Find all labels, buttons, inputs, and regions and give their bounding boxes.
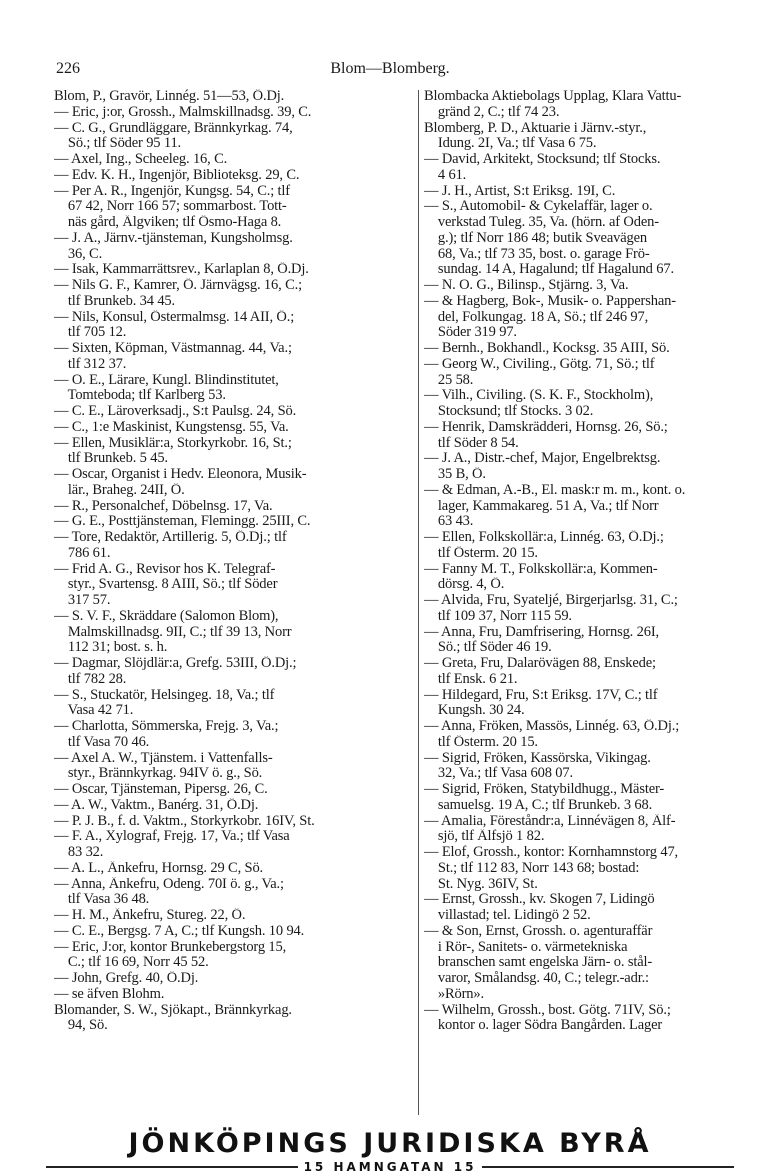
directory-line: tlf Brunkeb. 5 45. [54, 451, 168, 467]
directory-line: — Eric, J:or, kontor Brunkebergstorg 15, [54, 939, 287, 955]
directory-line: — Tore, Redaktör, Artillerig. 5, Ö.Dj.; tlf [54, 530, 287, 545]
directory-line: Söder 319 97. [424, 325, 517, 341]
directory-line: — Edv. K. H., Ingenjör, Biblioteksg. 29, C. [54, 167, 300, 183]
directory-line: dörsg. 4, Ö. [424, 577, 505, 593]
directory-line: — C. G., Grundläggare, Brännkyrkag. 74, [54, 120, 293, 136]
directory-line: — N. O. G., Bilinsp., Stjärng. 3, Va. [424, 278, 629, 293]
directory-line: 32, Va.; tlf Vasa 608 07. [424, 766, 573, 782]
directory-line: Sö.; tlf Söder 46 19. [424, 640, 552, 656]
directory-line: — Axel A. W., Tjänstem. i Vattenfalls- [54, 750, 273, 766]
directory-line: tlf Österm. 20 15. [424, 734, 538, 750]
directory-line: — Dagmar, Slöjdlär:a, Grefg. 53III, Ö.Dj.; [54, 656, 297, 671]
directory-line: 786 61. [54, 545, 111, 561]
directory-line: — Axel, Ing., Scheeleg. 16, C. [54, 152, 228, 167]
directory-line: 4 61. [424, 167, 467, 183]
directory-line: — Anna, Fröken, Massös, Linnég. 63, Ö.Dj.; [424, 719, 680, 734]
directory-line: — Amalia, Föreståndr:a, Linnévägen 8, Älf- [424, 813, 676, 829]
directory-line: 35 B, Ö. [424, 467, 486, 482]
footer-rule-right [482, 1166, 734, 1168]
left-column [54, 89, 416, 1034]
directory-line: 317 57. [54, 593, 111, 608]
directory-line: — Greta, Fru, Dalarövägen 88, Enskede; [424, 656, 656, 671]
footer-address: 15 HAMNGATAN 15 [303, 1160, 477, 1174]
directory-line: 68, Va.; tlf 73 35, bost. o. garage Frö- [424, 246, 650, 262]
directory-line: St. Nyg. 36IV, St. [424, 876, 538, 892]
directory-line: — Nils, Konsul, Östermalmsg. 14 AII, Ö.; [54, 309, 295, 325]
directory-line: — S. V. F., Skräddare (Salomon Blom), [54, 608, 279, 624]
directory-line: 36, C. [54, 246, 103, 262]
directory-line: — Nils G. F., Kamrer, Ö. Järnvägsg. 16, C.; [54, 278, 302, 293]
directory-line: — Anna, Änkefru, Odeng. 70I ö. g., Va.; [54, 876, 284, 892]
directory-line: — J. A., Järnv.-tjänsteman, Kungsholmsg. [54, 230, 293, 246]
directory-line: 83 32. [54, 845, 104, 860]
directory-line: 25 58. [424, 372, 474, 388]
directory-line: — Ernst, Grossh., kv. Skogen 7, Lidingö [424, 892, 655, 908]
column-divider [418, 90, 419, 1115]
directory-line: C.; tlf 16 69, Norr 45 52. [54, 955, 209, 971]
directory-line: — Wilhelm, Grossh., bost. Götg. 71IV, Sö.; [424, 1002, 671, 1018]
directory-line: Malmskillnadsg. 9II, C.; tlf 39 13, Norr [54, 624, 292, 640]
directory-line: — P. J. B., f. d. Vaktm., Storkyrkobr. 16IV, St. [54, 813, 315, 829]
directory-line: — C. E., Läroverksadj., S:t Paulsg. 24, Sö. [54, 404, 297, 419]
directory-line: — H. M., Änkefru, Stureg. 22, Ö. [54, 908, 246, 923]
directory-line: Blomander, S. W., Sjökapt., Brännkyrkag. [54, 1002, 292, 1018]
directory-line: — Henrik, Damskrädderi, Hornsg. 26, Sö.; [424, 419, 668, 435]
directory-line: kontor o. lager Södra Bangården. Lager [424, 1018, 663, 1034]
directory-line: lager, Kammakareg. 51 A, Va.; tlf Norr [424, 498, 659, 514]
page-header [0, 60, 780, 84]
directory-line: — & Hagberg, Bok-, Musik- o. Pappershan- [424, 293, 676, 309]
directory-line: branschen samt engelska Järn- o. stål- [424, 955, 653, 971]
directory-line: tlf 782 28. [54, 671, 127, 687]
directory-line: — Ellen, Musiklär:a, Storkyrkobr. 16, St.; [54, 435, 292, 451]
directory-line: — F. A., Xylograf, Frejg. 17, Va.; tlf Vasa [54, 829, 290, 845]
directory-line: Tomteboda; tlf Karlberg 53. [54, 388, 226, 404]
directory-line: tlf 705 12. [54, 325, 127, 341]
directory-line: — Bernh., Bokhandl., Kocksg. 35 AIII, Sö. [424, 341, 670, 356]
directory-line: — Charlotta, Sömmerska, Frejg. 3, Va.; [54, 719, 279, 734]
directory-line: varor, Smålandsg. 40, C.; telegr.-adr.: [424, 971, 649, 986]
directory-line: »Rörn». [424, 986, 484, 1002]
directory-line: St.; tlf 112 83, Norr 143 68; bostad: [424, 860, 640, 876]
directory-line: — C. E., Bergsg. 7 A, C.; tlf Kungsh. 10 94. [54, 923, 305, 939]
directory-line: Blomberg, P. D., Aktuarie i Järnv.-styr., [424, 120, 647, 136]
directory-line: g.); tlf Norr 186 48; butik Sveavägen [424, 230, 647, 246]
directory-line: Stocksund; tlf Stocks. 3 02. [424, 404, 594, 419]
directory-line: — C., 1:e Maskinist, Kungstensg. 55, Va. [54, 419, 289, 435]
directory-line: tlf Österm. 20 15. [424, 545, 538, 561]
directory-line: Vasa 42 71. [54, 703, 134, 719]
directory-line: — Isak, Kammarrättsrev., Karlaplan 8, Ö.Dj. [54, 262, 309, 278]
directory-line: sundag. 14 A, Hagalund; tlf Hagalund 67. [424, 262, 674, 278]
directory-line: tlf Vasa 70 46. [54, 734, 150, 750]
directory-line: — R., Personalchef, Döbelnsg. 17, Va. [54, 498, 273, 514]
directory-line: tlf Brunkeb. 34 45. [54, 293, 175, 309]
directory-line: — David, Arkitekt, Stocksund; tlf Stocks. [424, 152, 661, 167]
directory-line: — Fanny M. T., Folkskollär:a, Kommen- [424, 561, 658, 577]
directory-line: styr., Svartensg. 8 AIII, Sö.; tlf Söder [54, 577, 278, 593]
directory-line: tlf Vasa 36 48. [54, 892, 150, 908]
directory-line: i Rör-, Sanitets- o. värmetekniska [424, 939, 628, 955]
directory-line: del, Folkungag. 18 A, Sö.; tlf 246 97, [424, 309, 649, 325]
directory-line: — J. A., Distr.-chef, Major, Engelbrektsg. [424, 451, 661, 467]
directory-line: — Vilh., Civiling. (S. K. F., Stockholm), [424, 388, 654, 404]
directory-line: — se äfven Blohm. [54, 986, 165, 1002]
directory-line: gränd 2, C.; tlf 74 23. [424, 104, 560, 120]
directory-line: — Alvida, Fru, Syatelјé, Birgerjarlsg. 31, C.; [424, 593, 678, 608]
directory-line: — Oscar, Tjänsteman, Pipersg. 26, C. [54, 782, 268, 797]
directory-line: — S., Stuckatör, Helsingeg. 18, Va.; tlf [54, 687, 275, 703]
footer-banner: JÖNKÖPINGS JURIDISKA BYRÅ [128, 1128, 652, 1159]
directory-line: tlf Ensk. 6 21. [424, 671, 518, 687]
directory-line: 63 43. [424, 514, 474, 530]
directory-line: Sö.; tlf Söder 95 11. [54, 136, 182, 152]
directory-line: tlf Söder 8 54. [424, 435, 519, 451]
directory-line: — Oscar, Organist i Hedv. Eleonora, Musik- [54, 467, 307, 482]
directory-line: — A. L., Änkefru, Hornsg. 29 C, Sö. [54, 860, 264, 876]
directory-line: — Sigrid, Fröken, Kassörska, Vikingag. [424, 750, 651, 766]
directory-line: — Elof, Grossh., kontor: Kornhamnstorg 47, [424, 845, 679, 860]
directory-line: — & Edman, A.-B., El. mask:r m. m., kont. o. [424, 482, 686, 498]
directory-line: — Hildegard, Fru, S:t Eriksg. 17V, C.; tlf [424, 687, 658, 703]
directory-line: Idung. 2I, Va.; tlf Vasa 6 75. [424, 136, 597, 152]
directory-line: — J. H., Artist, S:t Eriksg. 19I, C. [424, 183, 616, 199]
directory-line: — Frid A. G., Revisor hos K. Telegraf- [54, 561, 276, 577]
footer-rule-left [46, 1166, 298, 1168]
directory-line: tlf 312 37. [54, 356, 127, 372]
page-number: 226 [56, 60, 80, 77]
directory-line: — Per A. R., Ingenjör, Kungsg. 54, C.; tlf [54, 183, 290, 199]
directory-line: — Georg W., Civiling., Götg. 71, Sö.; tlf [424, 356, 655, 372]
directory-line: villastad; tel. Lidingö 2 52. [424, 908, 591, 923]
directory-line: — A. W., Vaktm., Banérg. 31, Ö.Dj. [54, 797, 259, 813]
directory-line: — Eric, j:or, Grossh., Malmskillnadsg. 39, C. [54, 104, 312, 120]
directory-line: — Anna, Fru, Damfrisering, Hornsg. 26I, [424, 624, 659, 640]
directory-line: lär., Braheg. 24II, Ö. [54, 482, 185, 498]
directory-line: — Ellen, Folkskollär:a, Linnég. 63, Ö.Dj.; [424, 530, 664, 545]
directory-line: — O. E., Lärare, Kungl. Blindinstitutet, [54, 372, 279, 388]
directory-line: — S., Automobil- & Cykelaffär, lager o. [424, 199, 653, 215]
directory-line: tlf 109 37, Norr 115 59. [424, 608, 572, 624]
directory-line: Blombacka Aktiebolags Upplag, Klara Vattu- [424, 89, 682, 104]
directory-line: — John, Grefg. 40, Ö.Dj. [54, 971, 199, 986]
directory-line: sjö, tlf Älfsjö 1 82. [424, 829, 545, 845]
directory-line: Blom, P., Gravör, Linnég. 51—53, Ö.Dj. [54, 89, 285, 104]
directory-line: samuelsg. 19 A, C.; tlf Brunkeb. 3 68. [424, 797, 653, 813]
directory-line: 67 42, Norr 166 57; sommarbost. Tott- [54, 199, 287, 215]
directory-line: — G. E., Posttjänsteman, Flemingg. 25III, C. [54, 514, 311, 530]
directory-line: verkstad Tuleg. 35, Va. (hörn. af Oden- [424, 215, 659, 230]
footer-address-row [40, 1160, 740, 1174]
directory-line: — Sixten, Köpman, Västmannag. 44, Va.; [54, 341, 292, 356]
directory-line: Kungsh. 30 24. [424, 703, 525, 719]
directory-line: styr., Brännkyrkag. 94IV ö. g., Sö. [54, 766, 263, 782]
right-column [424, 89, 762, 1034]
directory-line: — Sigrid, Fröken, Statybildhugg., Mäster- [424, 782, 665, 797]
directory-line: 112 31; bost. s. h. [54, 640, 168, 656]
directory-line: — & Son, Ernst, Grossh. o. agenturaffär [424, 923, 653, 939]
directory-line: näs gård, Älgviken; tlf Ösmo-Haga 8. [54, 215, 282, 230]
directory-line: 94, Sö. [54, 1018, 108, 1034]
page-title: Blom—Blomberg. [330, 60, 450, 77]
